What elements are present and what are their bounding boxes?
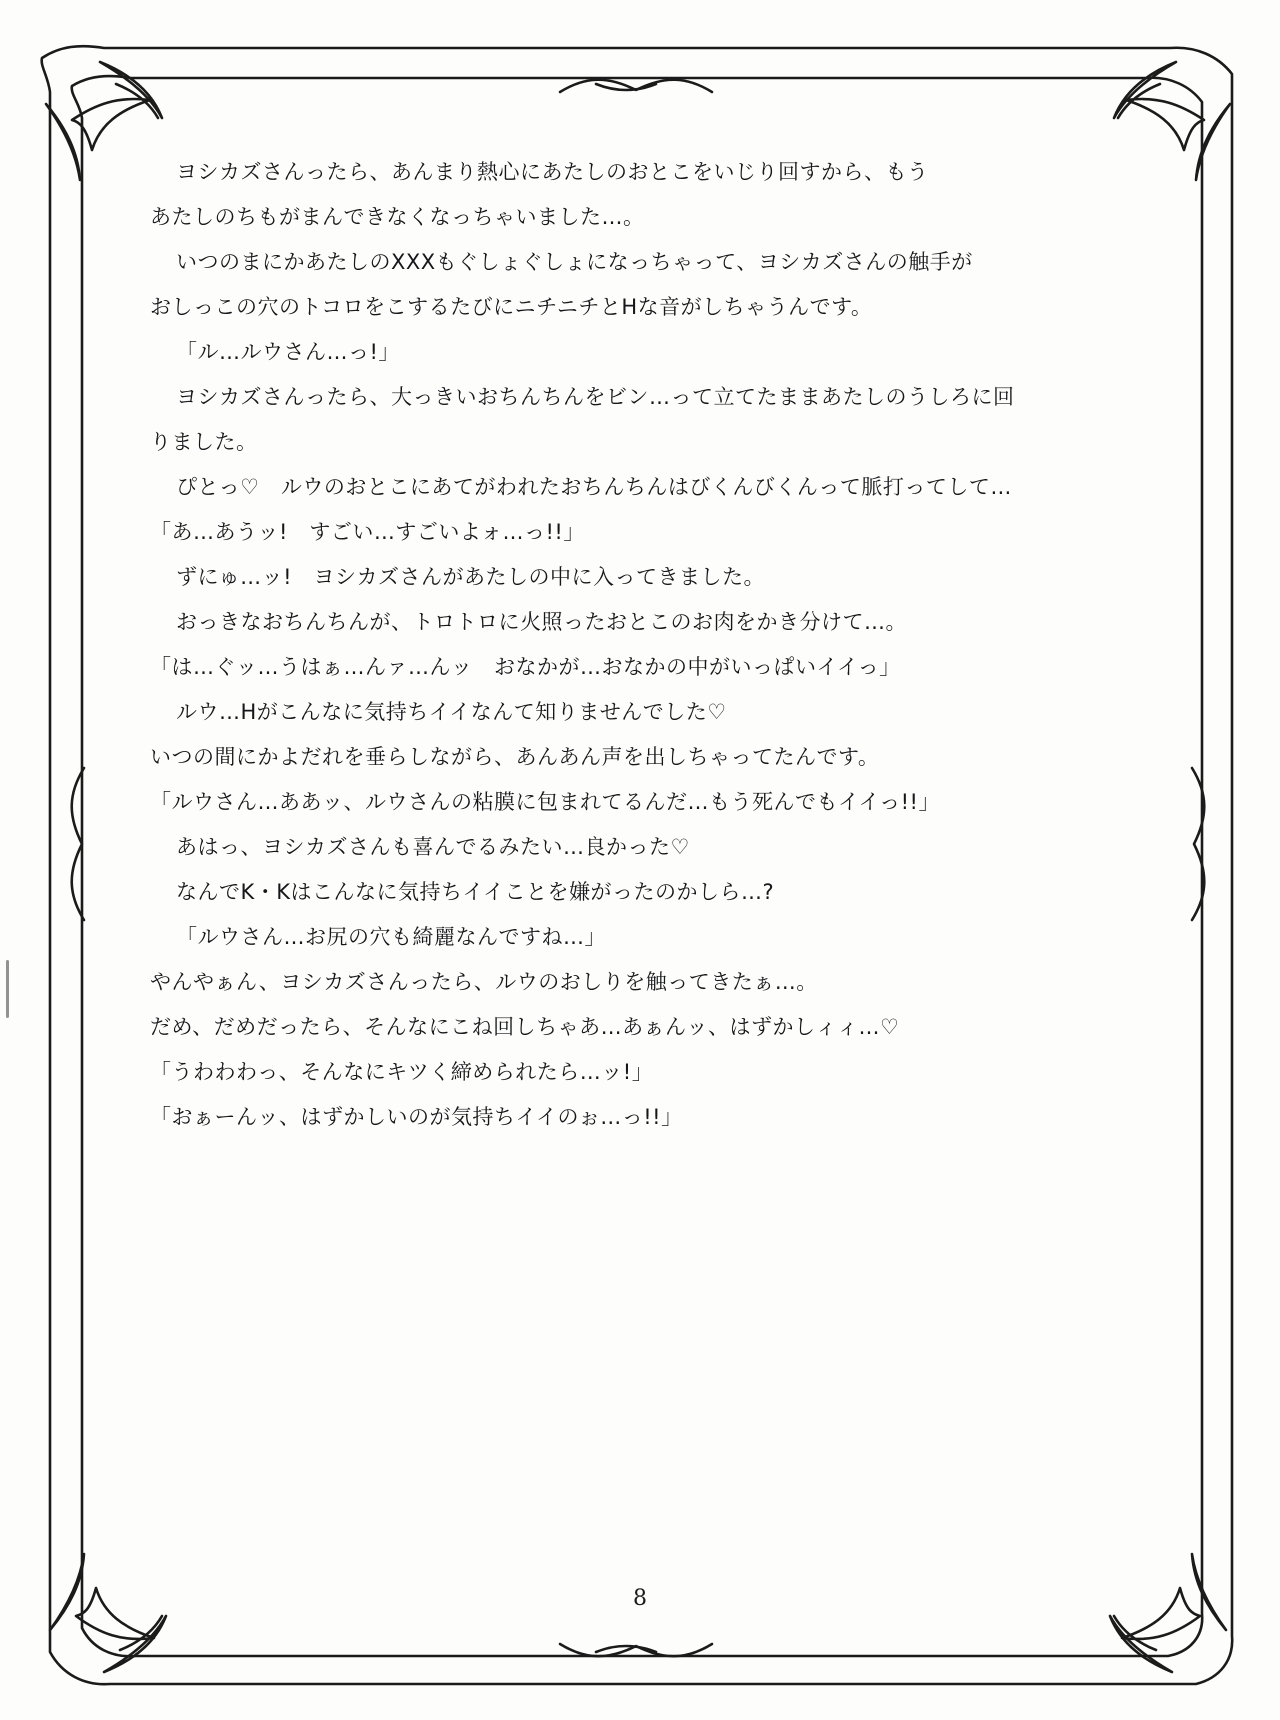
text-line: ずにゅ…ッ! ヨシカズさんがあたしの中に入ってきました。 bbox=[176, 565, 765, 589]
text-line: 「あ…あうッ! すごい…すごいよォ…っ!!」 bbox=[150, 520, 585, 544]
text-line: ぴとっ♡ ルウのおとこにあてがわれたおちんちんはびくんびくんって脈打ってして… bbox=[176, 475, 1012, 499]
text-line: やんやぁん、ヨシカズさんったら、ルウのおしりを触ってきたぁ…。 bbox=[150, 970, 818, 994]
text-line: おしっこの穴のトコロをこするたびにニチニチとHな音がしちゃうんです。 bbox=[150, 295, 873, 319]
text-line: 「ル…ルウさん…っ!」 bbox=[176, 340, 400, 364]
text-line: 「おぁーんッ、はずかしいのが気持ちイイのぉ…っ!!」 bbox=[150, 1105, 683, 1129]
text-line: ヨシカズさんったら、大っきいおちんちんをビン…って立てたままあたしのうしろに回りました。 bbox=[150, 385, 1015, 454]
text-line: いつのまにかあたしのXXXもぐしょぐしょになっちゃって、ヨシカズさんの触手が bbox=[176, 250, 973, 274]
text-line: あはっ、ヨシカズさんも喜んでるみたい…良かった♡ bbox=[176, 835, 690, 859]
text-line: 「うわわわっ、そんなにキツく締められたら…ッ!」 bbox=[150, 1060, 654, 1084]
text-line: ルウ…Hがこんなに気持ちイイなんて知りませんでした♡ bbox=[176, 700, 727, 724]
text-line: なんでK・Kはこんなに気持ちイイことを嫌がったのかしら…? bbox=[176, 880, 775, 904]
text-line: ヨシカズさんったら、あんまり熱心にあたしのおとこをいじり回すから、もう bbox=[176, 160, 929, 184]
text-line: 「ルウさん…ああッ、ルウさんの粘膜に包まれてるんだ…もう死んでもイイっ!!」 bbox=[150, 790, 940, 814]
text-line: あたしのちもがまんできなくなっちゃいました…。 bbox=[150, 205, 645, 229]
text-line: いつの間にかよだれを垂らしながら、あんあん声を出しちゃってたんです。 bbox=[150, 745, 880, 769]
text-line: だめ、だめだったら、そんなにこね回しちゃあ…あぁんッ、はずかしィィ…♡ bbox=[150, 1015, 900, 1039]
story-text bbox=[150, 150, 1030, 1140]
text-line: 「は…ぐッ…うはぁ…んァ…んッ おなかが…おなかの中がいっぱいイイっ」 bbox=[150, 655, 901, 679]
text-line: おっきなおちんちんが、トロトロに火照ったおとこのお肉をかき分けて…。 bbox=[176, 610, 907, 634]
scan-artifact bbox=[6, 960, 9, 1018]
text-line: 「ルウさん…お尻の穴も綺麗なんですね…」 bbox=[176, 925, 606, 949]
page-number: 8 bbox=[633, 1586, 647, 1611]
